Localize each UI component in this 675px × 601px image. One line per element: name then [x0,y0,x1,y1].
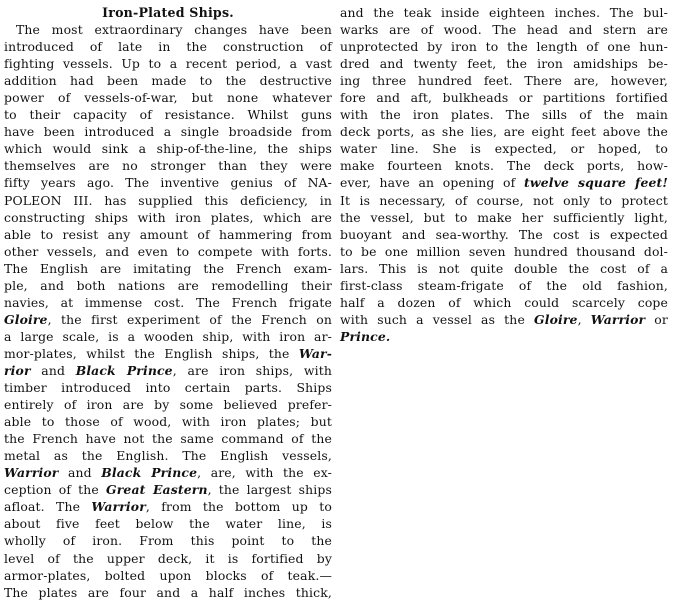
text-line: ever, have an opening of twelve square feet! [340,175,668,191]
text-line: ing three hundred feet. There are, however, [340,73,668,89]
text-line: Warrior and Black Prince, are, with the ex- [4,465,332,481]
text-line: ple, and both nations are remodelling their [4,277,332,293]
text-line: POLEON III. has supplied this deficiency, in [4,192,332,208]
text-line: water line. She is expected, or hoped, to [340,141,668,157]
text-line: entirely of iron are by some believed prefer- [4,397,332,413]
text-line: able to resist any amount of hammering from [4,226,332,242]
text-line: first-class steam-frigate of the old fashion, [340,277,668,293]
text-line: half a dozen of which could scarcely cope [340,294,668,310]
text-line: to their capacity of resistance. Whilst guns [4,107,332,123]
text-line: Prince. [340,328,391,344]
text-line: It is necessary, of course, not only to protect [340,192,668,208]
text-line: deck ports, as she lies, are eight feet above the [340,124,668,140]
text-line: mor-plates, whilst the English ships, the War- [4,345,332,361]
text-line: afloat. The Warrior, from the bottom up to [4,499,332,515]
text-line: fighting vessels. Up to a recent period, a vast [4,56,332,72]
text-line: to be one million seven hundred thousand dol- [340,243,668,259]
text-line: addition had been made to the destructive [4,73,332,89]
text-line: armor-plates, bolted upon blocks of teak.— [4,567,332,583]
text-line: with such a vessel as the Gloire, Warrior or [340,311,668,327]
text-line: dred and twenty feet, the iron amidships be- [340,56,668,72]
left-column [4,4,332,601]
text-line: ception of the Great Eastern, the largest ships [4,482,332,498]
text-line: lars. This is not quite double the cost of a [340,260,668,276]
text-line: fore and aft, bulkheads or partitions fortified [340,90,668,106]
text-line: introduced of late in the construction of [4,39,332,55]
text-line: unprotected by iron to the length of one hun- [340,39,668,55]
text-line: metal as the English. The English vessels, [4,448,332,464]
text-line: The plates are four and a half inches thick, [4,584,332,600]
text-line: level of the upper deck, it is fortified by [4,550,332,566]
text-line: rior and Black Prince, are iron ships, with [4,362,332,378]
text-line: constructing ships with iron plates, which are [4,209,332,225]
text-line: Gloire, the first experiment of the French on [4,311,332,327]
text-line: other vessels, and even to compete with forts. [4,243,332,259]
text-line: warks are of wood. The head and stern are [340,22,668,38]
text-line: the vessel, but to make her sufficiently light, [340,209,668,225]
text-line: power of vessels-of-war, but none whatever [4,90,332,106]
text-line: The English are imitating the French exam- [4,260,332,276]
text-line: timber introduced into certain parts. Ships [4,380,332,396]
text-line: make fourteen knots. The deck ports, how- [340,158,668,174]
text-line: navies, at immense cost. The French frigate [4,294,332,310]
text-line: wholly of iron. From this point to the [4,533,332,549]
text-line: a large scale, is a wooden ship, with iron ar- [4,328,332,344]
text-line: themselves are no stronger than they were [4,158,332,174]
text-line: buoyant and sea-worthy. The cost is expected [340,226,668,242]
text-line: The most extraordinary changes have been [16,22,332,38]
text-line: with the iron plates. The sills of the main [340,107,668,123]
text-line: the French have not the same command of the [4,431,332,447]
article-title: Iron-Plated Ships. [102,5,234,20]
text-line: and the teak inside eighteen inches. The bul- [340,5,668,20]
right-column [340,4,668,345]
text-line: about five feet below the water line, is [4,516,332,532]
text-line: fifty years ago. The inventive genius of NA- [4,175,332,191]
text-line: have been introduced a single broadside from [4,124,332,140]
text-line: which would sink a ship-of-the-line, the ships [4,141,332,157]
text-line: able to those of wood, with iron plates; but [4,414,332,430]
